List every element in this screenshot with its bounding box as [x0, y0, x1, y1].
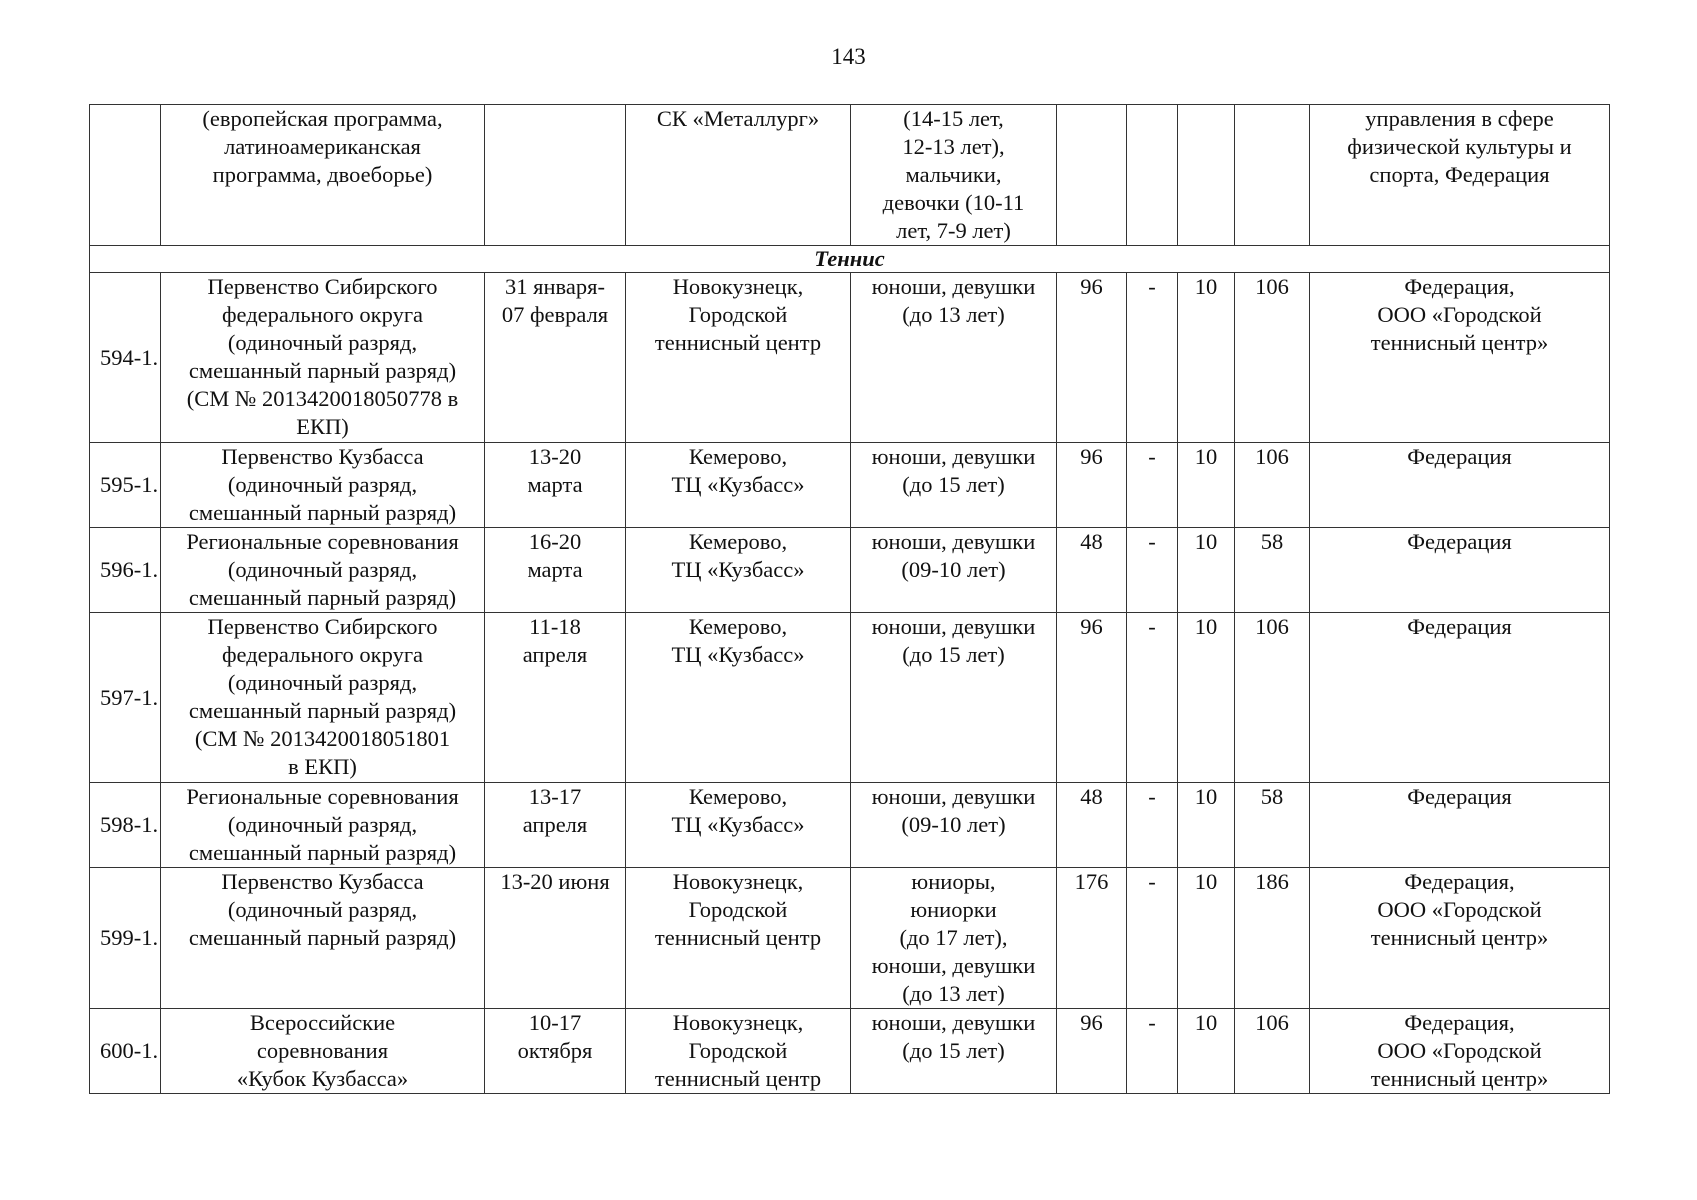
row-number: 594-1.	[90, 273, 161, 443]
table-row-continuation	[90, 105, 1610, 246]
count-total: 106	[1235, 613, 1310, 783]
event-place-line: ТЦ «Кузбасс»	[671, 472, 805, 497]
event-organizer-line: физической культуры и	[1347, 134, 1572, 159]
event-dates-line: 13-20	[528, 444, 582, 469]
event-organizer-line: теннисный центр»	[1370, 1066, 1549, 1091]
count-athletes: 96	[1057, 443, 1127, 528]
event-name-line: федерального округа	[221, 302, 424, 327]
event-name-line: смешанный парный разряд)	[188, 358, 457, 383]
section-title: Теннис	[90, 246, 1610, 273]
event-participants-line: (до 13 лет)	[902, 302, 1005, 327]
event-participants	[851, 613, 1057, 783]
event-place-line: Кемерово,	[688, 784, 788, 809]
count-athletes: 96	[1057, 273, 1127, 443]
event-organizer	[1310, 528, 1610, 613]
count-total: 106	[1235, 1009, 1310, 1094]
event-place	[626, 528, 851, 613]
event-organizer	[1310, 105, 1610, 246]
count-extra: -	[1127, 273, 1178, 443]
event-dates	[485, 105, 626, 246]
row-number: 600-1.	[90, 1009, 161, 1094]
event-name-line: смешанный парный разряд)	[188, 500, 457, 525]
event-organizer	[1310, 868, 1610, 1009]
page-number: 143	[831, 44, 866, 69]
event-participants-line: (до 15 лет)	[902, 642, 1005, 667]
event-participants-line: юноши, девушки	[871, 529, 1036, 554]
event-name-line: (СМ № 2013420018050778 в	[186, 386, 459, 411]
event-organizer-line: ООО «Городской	[1377, 897, 1542, 922]
event-name	[161, 868, 485, 1009]
event-organizer-line: ООО «Городской	[1377, 1038, 1542, 1063]
event-dates-line: 16-20	[528, 529, 582, 554]
event-dates	[485, 868, 626, 1009]
count-extra: -	[1127, 443, 1178, 528]
event-participants-line: мальчики,	[905, 162, 1002, 187]
count-total: 58	[1235, 783, 1310, 868]
count-athletes: 176	[1057, 868, 1127, 1009]
table-row	[90, 443, 1610, 528]
row-number: 598-1.	[90, 783, 161, 868]
table-row	[90, 613, 1610, 783]
event-dates-line: 11-18	[529, 614, 581, 639]
event-participants	[851, 443, 1057, 528]
count-total: 186	[1235, 868, 1310, 1009]
event-dates	[485, 273, 626, 443]
event-participants-line: юноши, девушки	[871, 444, 1036, 469]
event-place-line: Кемерово,	[688, 444, 788, 469]
event-participants-line: 12-13 лет),	[902, 134, 1005, 159]
count-judges: 10	[1178, 443, 1235, 528]
event-place-line: СК «Металлург»	[656, 106, 820, 131]
count-extra: -	[1127, 528, 1178, 613]
event-name-line: смешанный парный разряд)	[188, 585, 457, 610]
event-place-line: теннисный центр	[654, 925, 822, 950]
event-participants-line: юноши, девушки	[871, 1010, 1036, 1035]
event-name-line: программа, двоеборье)	[212, 162, 433, 187]
event-dates-line: 31 января-	[505, 274, 605, 299]
event-dates-line: 10-17	[528, 1010, 582, 1035]
count-judges: 10	[1178, 273, 1235, 443]
table-row	[90, 783, 1610, 868]
event-name-line: Первенство Кузбасса	[221, 869, 424, 894]
count-extra	[1127, 105, 1178, 246]
event-organizer-line: теннисный центр»	[1370, 330, 1549, 355]
event-organizer-line: Федерация	[1407, 529, 1512, 554]
event-place-line: Новокузнецк,	[672, 869, 804, 894]
event-dates-line: октября	[517, 1038, 593, 1063]
count-total: 106	[1235, 273, 1310, 443]
event-participants-line: юниорки	[910, 897, 997, 922]
event-organizer	[1310, 613, 1610, 783]
event-dates-line: марта	[527, 472, 583, 497]
event-dates	[485, 443, 626, 528]
event-name-line: смешанный парный разряд)	[188, 698, 457, 723]
event-participants-line: юноши, девушки	[871, 953, 1036, 978]
event-organizer	[1310, 783, 1610, 868]
event-name	[161, 105, 485, 246]
event-organizer-line: теннисный центр»	[1370, 925, 1549, 950]
event-name	[161, 443, 485, 528]
table-row	[90, 273, 1610, 443]
event-place-line: Городской	[688, 1038, 788, 1063]
table-row	[90, 868, 1610, 1009]
event-place-line: ТЦ «Кузбасс»	[671, 557, 805, 582]
count-extra: -	[1127, 868, 1178, 1009]
event-organizer-line: ООО «Городской	[1377, 302, 1542, 327]
event-name-line: (одиночный разряд,	[227, 897, 418, 922]
row-number	[90, 105, 161, 246]
event-name-line: Всероссийские	[249, 1010, 396, 1035]
event-participants-line: лет, 7-9 лет)	[896, 218, 1011, 243]
event-organizer-line: Федерация,	[1404, 869, 1515, 894]
event-place-line: ТЦ «Кузбасс»	[671, 812, 805, 837]
event-dates-line: 13-20 июня	[500, 869, 610, 894]
event-place	[626, 1009, 851, 1094]
event-place	[626, 868, 851, 1009]
event-name-line: Первенство Сибирского	[207, 614, 438, 639]
section-row	[90, 246, 1610, 273]
event-name-line: смешанный парный разряд)	[188, 925, 457, 950]
event-place	[626, 783, 851, 868]
event-place-line: теннисный центр	[654, 1066, 822, 1091]
event-place	[626, 613, 851, 783]
row-number: 597-1.	[90, 613, 161, 783]
count-total	[1235, 105, 1310, 246]
count-extra: -	[1127, 1009, 1178, 1094]
event-dates	[485, 613, 626, 783]
event-participants-line: (09-10 лет)	[901, 812, 1006, 837]
event-name-line: (одиночный разряд,	[227, 557, 418, 582]
event-organizer-line: Федерация	[1407, 784, 1512, 809]
count-judges: 10	[1178, 868, 1235, 1009]
event-participants	[851, 1009, 1057, 1094]
event-name-line: Первенство Кузбасса	[221, 444, 424, 469]
event-participants-line: (14-15 лет,	[903, 106, 1004, 131]
event-name-line: Региональные соревнования	[186, 529, 459, 554]
count-judges	[1178, 105, 1235, 246]
event-name-line: (одиночный разряд,	[227, 812, 418, 837]
event-participants-line: (до 15 лет)	[902, 472, 1005, 497]
table-body	[90, 105, 1610, 1094]
count-athletes: 48	[1057, 783, 1127, 868]
event-organizer-line: Федерация,	[1404, 274, 1515, 299]
event-name-line: соревнования	[256, 1038, 389, 1063]
count-extra: -	[1127, 783, 1178, 868]
event-name-line: (европейская программа,	[202, 106, 443, 131]
events-table	[89, 104, 1610, 1094]
event-name	[161, 613, 485, 783]
event-organizer-line: Федерация	[1407, 444, 1512, 469]
event-place-line: Новокузнецк,	[672, 274, 804, 299]
event-organizer-line: управления в сфере	[1365, 106, 1554, 131]
event-name-line: Региональные соревнования	[186, 784, 459, 809]
event-participants-line: юноши, девушки	[871, 614, 1036, 639]
event-name-line: латиноамериканская	[224, 134, 421, 159]
row-number: 595-1.	[90, 443, 161, 528]
event-organizer-line: Федерация	[1407, 614, 1512, 639]
event-participants-line: (09-10 лет)	[901, 557, 1006, 582]
event-organizer-line: Федерация,	[1404, 1010, 1515, 1035]
event-name-line: в ЕКП)	[288, 754, 357, 779]
event-dates-line: апреля	[522, 642, 588, 667]
event-place-line: Кемерово,	[688, 529, 788, 554]
event-organizer	[1310, 273, 1610, 443]
event-participants-line: (до 17 лет),	[899, 925, 1008, 950]
event-participants	[851, 273, 1057, 443]
event-name-line: ЕКП)	[296, 414, 349, 439]
table-row	[90, 1009, 1610, 1094]
event-dates	[485, 783, 626, 868]
count-judges: 10	[1178, 783, 1235, 868]
event-participants-line: (до 15 лет)	[902, 1038, 1005, 1063]
event-place-line: ТЦ «Кузбасс»	[671, 642, 805, 667]
event-place-line: теннисный центр	[654, 330, 822, 355]
event-participants	[851, 783, 1057, 868]
count-athletes: 48	[1057, 528, 1127, 613]
count-judges: 10	[1178, 613, 1235, 783]
event-dates-line: марта	[527, 557, 583, 582]
event-participants-line: (до 13 лет)	[902, 981, 1005, 1006]
event-place	[626, 105, 851, 246]
event-name-line: (СМ № 2013420018051801	[194, 726, 451, 751]
event-name-line: (одиночный разряд,	[227, 472, 418, 497]
event-name-line: (одиночный разряд,	[227, 330, 418, 355]
event-name-line: «Кубок Кузбасса»	[236, 1066, 409, 1091]
event-place-line: Городской	[688, 302, 788, 327]
count-extra: -	[1127, 613, 1178, 783]
event-name-line: (одиночный разряд,	[227, 670, 418, 695]
event-dates	[485, 1009, 626, 1094]
event-name	[161, 1009, 485, 1094]
event-participants	[851, 868, 1057, 1009]
event-place-line: Кемерово,	[688, 614, 788, 639]
event-dates-line: 13-17	[528, 784, 582, 809]
event-participants-line: юноши, девушки	[871, 784, 1036, 809]
count-judges: 10	[1178, 1009, 1235, 1094]
event-participants-line: девочки (10-11	[882, 190, 1025, 215]
event-place-line: Новокузнецк,	[672, 1010, 804, 1035]
count-athletes: 96	[1057, 613, 1127, 783]
event-organizer	[1310, 1009, 1610, 1094]
event-name-line: федерального округа	[221, 642, 424, 667]
event-dates	[485, 528, 626, 613]
row-number: 599-1.	[90, 868, 161, 1009]
event-name-line: Первенство Сибирского	[207, 274, 438, 299]
count-total: 58	[1235, 528, 1310, 613]
count-athletes	[1057, 105, 1127, 246]
count-athletes: 96	[1057, 1009, 1127, 1094]
event-participants-line: юноши, девушки	[871, 274, 1036, 299]
event-place	[626, 273, 851, 443]
event-name	[161, 273, 485, 443]
event-participants	[851, 105, 1057, 246]
event-participants	[851, 528, 1057, 613]
count-total: 106	[1235, 443, 1310, 528]
table-row	[90, 528, 1610, 613]
event-organizer	[1310, 443, 1610, 528]
event-dates-line: апреля	[522, 812, 588, 837]
event-organizer-line: спорта, Федерация	[1369, 162, 1550, 187]
event-name-line: смешанный парный разряд)	[188, 840, 457, 865]
row-number: 596-1.	[90, 528, 161, 613]
event-participants-line: юниоры,	[911, 869, 996, 894]
event-place	[626, 443, 851, 528]
event-name	[161, 783, 485, 868]
event-name	[161, 528, 485, 613]
event-place-line: Городской	[688, 897, 788, 922]
event-dates-line: 07 февраля	[501, 302, 609, 327]
count-judges: 10	[1178, 528, 1235, 613]
